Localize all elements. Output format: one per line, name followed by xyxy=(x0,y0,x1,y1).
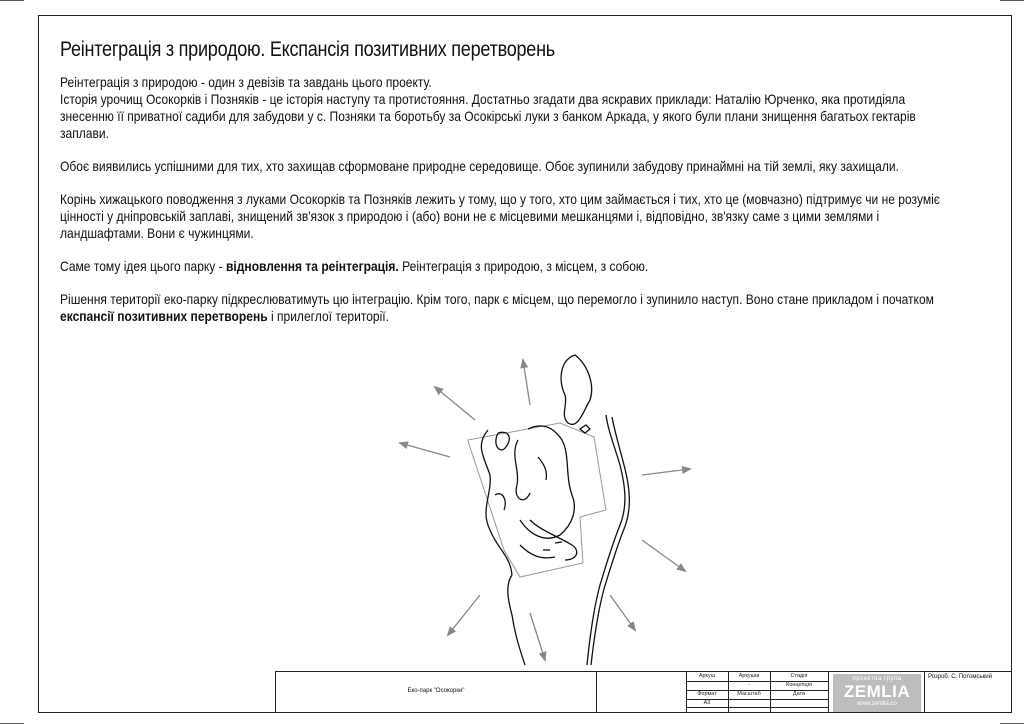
author-field: Розроб. С. Потомський xyxy=(928,674,992,680)
paragraph-4-start: Саме тому ідея цього парку - xyxy=(60,258,227,274)
arrow-e xyxy=(642,469,690,475)
paragraph-5-end: і прилеглої території. xyxy=(267,308,389,324)
crop-mark-top-left xyxy=(0,0,24,15)
stamp-dash: - xyxy=(748,682,750,688)
paragraph-5-bold: експансії позитивних перетворень xyxy=(60,308,268,324)
stamp-arkushiv: Аркушів xyxy=(738,673,760,679)
arrow-w xyxy=(400,443,450,457)
arrow-nw xyxy=(435,387,475,420)
park-boundary xyxy=(468,423,606,577)
paragraph-4 xyxy=(60,258,954,275)
title-block xyxy=(275,671,1012,713)
arrow-n xyxy=(523,360,530,405)
project-name: Еко-парк "Осокорки" xyxy=(407,688,465,694)
paragraph-1-line-1: Реінтеграція з природою - один з девізів та завдань цього проекту. xyxy=(60,74,432,90)
arrow-sse xyxy=(610,595,635,630)
logo-top-text: проектна група xyxy=(852,676,902,682)
stamp-koncepcia: Концепція xyxy=(786,682,812,688)
stamp-masshtab: Масштаб xyxy=(737,691,761,697)
crop-mark-top-right xyxy=(1000,0,1024,15)
paragraph-1-line-2: Історія урочищ Осокорків і Позняків - це історія наступу та протистояння. Достатньо згадати два яскравих приклади: Наталію Юрченко, яка протидіяла знесенню її приватної садиби для забудови у с. Позняки та боротьбу за Осокірські луки з банком Аркада, у якого були плани знищення багатьох гектарів заплави. xyxy=(60,91,916,141)
map-outline xyxy=(481,355,629,665)
paragraph-5 xyxy=(60,291,954,325)
crop-mark-bottom-left xyxy=(0,709,24,724)
expansion-arrows xyxy=(400,360,690,660)
stamp-stadia: Стадія xyxy=(790,673,808,679)
arrow-s xyxy=(530,613,545,660)
paragraph-3: Корінь хижацького поводження з луками Осокорків та Позняків лежить у тому, що у того, хто цим займається і тих, хто це (мовчазно) підтримує чи не розуміє цінності у дніпровській заплаві, знищений зв'язок з природою і (або) вони не є місцевими мешканцями і, відповідно, зв'язку саме з цими землями і ландшафтами. Вони є чужинцями. xyxy=(60,191,940,241)
arrow-sw xyxy=(448,595,480,635)
stamp-arkush: Аркуш xyxy=(698,673,716,679)
body-text xyxy=(60,74,954,341)
stamp-a3: А3 xyxy=(703,700,711,706)
expansion-diagram xyxy=(380,345,710,670)
paragraph-5-start: Рішення території еко-парку підкреслюватимуть цю інтеграцію. Крім того, парк є місцем, що перемогло і зупинило наступ. Воно стане прикладом і початком xyxy=(60,291,934,307)
zemlia-logo xyxy=(833,674,921,712)
page-title: Реінтеграція з природою. Експансія позитивних перетворень xyxy=(60,38,555,61)
paragraph-2: Обоє виявились успішними для тих, хто захищав сформоване природне середовище. Обоє зупинили забудову принаймні на тій землі, яку захищали. xyxy=(60,158,899,174)
stamp-data: Дата xyxy=(792,691,806,697)
stamp-format: Формат xyxy=(697,691,717,697)
arrow-se xyxy=(642,540,685,571)
logo-main-text: ZEMLIA xyxy=(843,682,911,701)
paragraph-4-end: Реінтеграція з природою, з місцем, з собою. xyxy=(398,258,649,274)
logo-url-text: www.zemlia.co xyxy=(857,701,897,707)
paragraph-4-bold: відновлення та реінтеграція. xyxy=(226,258,399,274)
